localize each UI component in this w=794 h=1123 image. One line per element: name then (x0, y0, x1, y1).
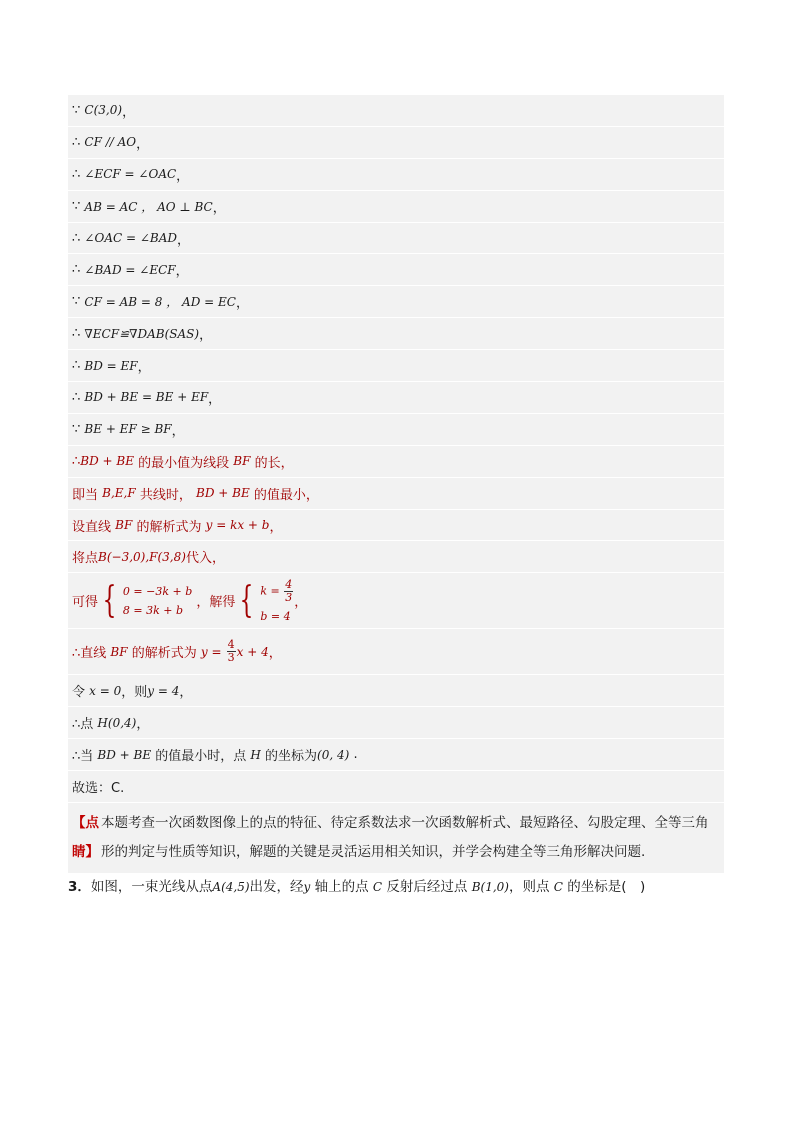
solution-line: ∴ CF // AO ， (68, 127, 724, 159)
solution-block (68, 95, 724, 874)
question-3: 3．如图，一束光线从点A(4,5)出发，经y 轴上的点 C 反射后经过点 B(1,0)，则点 C 的坐标是( ) (68, 879, 646, 895)
solution-line: ∵ BE + EF ≥ BF ， (68, 414, 724, 446)
solution-system: { k = $\frac{4}{3}$ b = 4 (240, 577, 293, 623)
solution-line-collinear: 即当 B,E,F 共线时， BD + BE 的值最小， (68, 478, 724, 510)
solution-line-let-x: 令 x = 0 ，则 y = 4 ， (68, 675, 724, 707)
solution-line-point-h: ∴点 H(0,4) ， (68, 707, 724, 739)
note-text: 本题考查一次函数图像上的点的特征、待定系数法求一次函数解析式、最短路径、勾股定理、全等三角形的判定与性质等知识，解题的关键是灵活运用相关知识，并学会构建全等三角形解决问题. (101, 814, 709, 860)
solution-line: ∴ ∠OAC = ∠BAD ， (68, 223, 724, 255)
solution-line: ∵ CF = AB = 8 ， AD = EC ， (68, 286, 724, 318)
solution-line-min-value: ∴ BD + BE 的最小值为线段 BF 的长， (68, 446, 724, 478)
solution-line: ∵ AB = AC ， AO ⊥ BC ， (68, 191, 724, 223)
note-paragraph (68, 803, 724, 874)
solution-line-substitute: 将点 B(−3,0),F(3,8) 代入， (68, 541, 724, 573)
equation-system: { 0 = −3k + b 8 = 3k + b (102, 579, 193, 621)
brace-icon: { (240, 579, 254, 621)
solution-line-result: ∴直线 BF 的解析式为 y = $\frac{4}{3}$ x + 4 ， (68, 629, 724, 675)
solution-line: ∴ ∇ECF≌∇DAB(SAS) ， (68, 318, 724, 350)
solution-line: ∴ BD = EF ， (68, 350, 724, 382)
brace-icon: { (102, 579, 117, 621)
answer-choice: 故选：C. (68, 771, 724, 803)
solution-line-system: 可得 { 0 = −3k + b 8 = 3k + b ，解得 { k = $\frac{4}{3}$ b = 4 ， (68, 573, 724, 629)
solution-line: ∴ BD + BE = BE + EF ， (68, 382, 724, 414)
solution-line: ∵ C(3,0) ， (68, 95, 724, 127)
solution-line-final: ∴当 BD + BE 的值最小时，点 H 的坐标为 (0, 4) . (68, 739, 724, 771)
solution-line: ∴ ∠BAD = ∠ECF ， (68, 254, 724, 286)
note-tag: 【点睛】 (72, 814, 99, 860)
solution-line: ∴ ∠ECF = ∠OAC ， (68, 159, 724, 191)
solution-line-set-line: 设直线 BF 的解析式为 y = kx + b ， (68, 510, 724, 542)
